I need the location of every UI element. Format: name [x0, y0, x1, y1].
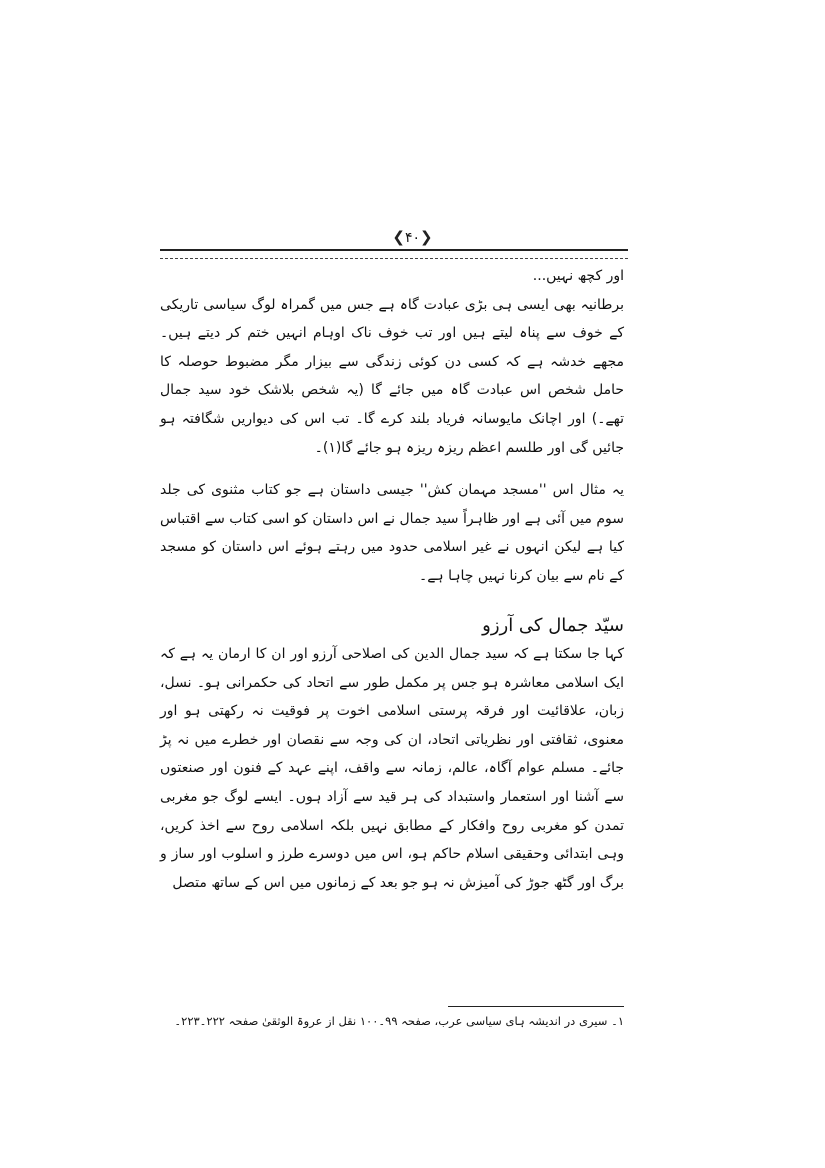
- paragraph-1: اور کچھ نہیں...: [532, 268, 624, 284]
- text-block-intro: [160, 262, 624, 462]
- ornament-left-icon: ❮: [392, 228, 405, 246]
- paragraph-3: یہ مثال اس ''مسجد مہمان کش'' جیسی داستان ہے جو کتاب مثنوی کی جلد سوم میں آئی ہے اور ظاہراً سید جمال نے اس داستان کو اسی کتاب سے اقتباس کیا ہے لیکن انہوں نے غیر اسلامی حدود میں رہتے ہوئے اس داستان کو مسجد کے نام سے بیان کرنا نہیں چاہا ہے۔: [160, 482, 624, 584]
- ornament-right-icon: ❯: [420, 228, 433, 246]
- footnote: ۱۔ سیری در اندیشہ ہای سیاسی عرب، صفحہ ۹۹۔۱۰۰ نقل از عروۃ الوثقیٰ صفحہ ۲۲۲۔۲۲۳۔: [174, 1014, 624, 1028]
- text-block-section: [160, 640, 624, 897]
- page-header: [0, 228, 825, 247]
- page-number: ۴۰: [404, 230, 421, 246]
- text-block-example: [160, 476, 624, 590]
- section-heading: سیّد جمال کی آرزو: [482, 615, 624, 636]
- paragraph-2: برطانیہ بھی ایسی ہی بڑی عبادت گاہ ہے جس میں گمراہ لوگ سیاسی تاریکی کے خوف سے پناہ لیتے ہیں اور تب خوف ناک اوہام انہیں ختم کر دیتے ہیں۔ مجھے خدشہ ہے کہ کسی دن کوئی زندگی سے بیزار مگر مضبوط حوصلہ کا حامل شخص اس عبادت گاہ میں جائے گا (یہ شخص بلاشک خود سید جمال تھے۔) اور اچانک مایوسانہ فریاد بلند کرے گا۔ تب اس کی دیواریں شگافتہ ہو جائیں گی اور طلسم اعظم ریزہ ریزہ ہو جائے گا(۱)۔: [160, 296, 624, 456]
- header-rule: [160, 249, 628, 259]
- paragraph-4: کہا جا سکتا ہے کہ سید جمال الدین کی اصلاحی آرزو اور ان کا ارمان یہ ہے کہ ایک اسلامی معاشرہ ہو جس پر مکمل طور سے اتحاد کی حکمرانی ہو۔ نسل، زبان، علاقائیت اور فرقہ پرستی اسلامی اخوت پر فوقیت نہ رکھتی ہو اور معنوی، ثقافتی اور نظریاتی اتحاد، ان کی وجہ سے نقصان اور خطرے میں نہ پڑ جائے۔ مسلم عوام آگاہ، عالم، زمانہ سے واقف، اپنے عہد کے فنون اور صنعتوں سے آشنا اور استعمار واستبداد کی ہر قید سے آزاد ہوں۔ ایسے لوگ جو مغربی تمدن کو مغربی روح وافکار کے مطابق نہیں بلکہ اسلامی روح سے اخذ کریں، وہی ابتدائی وحقیقی اسلام حاکم ہو، اس میں دوسرے طرز و اسلوب اور ساز و برگ اور گٹھ جوڑ کی آمیزش نہ ہو جو بعد کے زمانوں میں اس کے ساتھ متصل: [160, 646, 624, 891]
- footnote-rule: [448, 1006, 624, 1007]
